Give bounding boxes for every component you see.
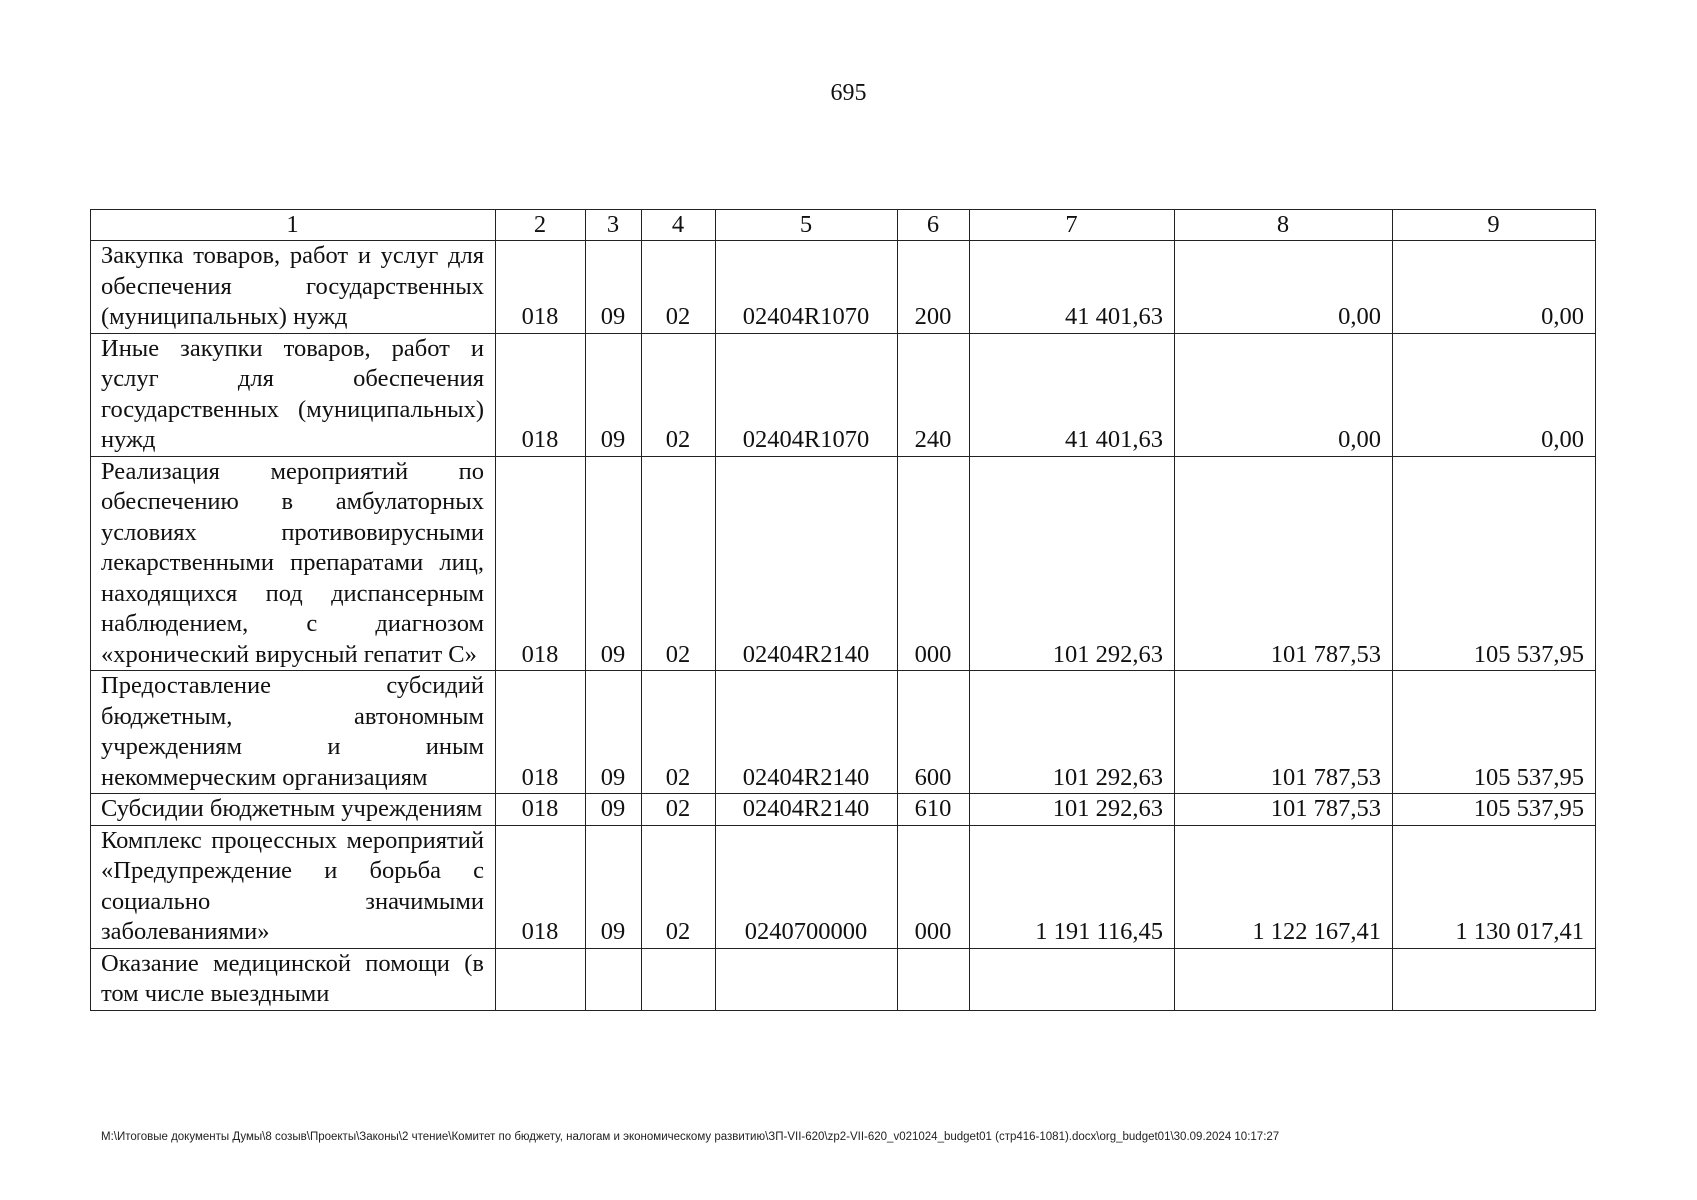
table-row bbox=[91, 794, 1596, 826]
target-article-cell: 0240700000 bbox=[716, 825, 898, 948]
amount-col9-cell: 105 537,95 bbox=[1393, 794, 1596, 826]
row-name-cell: Реализация мероприятий по обеспечению в амбулаторных условиях противовирусными лекарственными препаратами лиц, находящихся под диспансерным наблюдением, с диагнозом «хронический вирусный гепатит С» bbox=[91, 456, 496, 671]
target-article-cell: 02404R2140 bbox=[716, 794, 898, 826]
target-article-cell: 02404R2140 bbox=[716, 671, 898, 794]
table-row bbox=[91, 456, 1596, 671]
column-header: 8 bbox=[1175, 210, 1393, 241]
expense-type-cell: 240 bbox=[898, 333, 970, 456]
subsection-cell: 02 bbox=[642, 241, 716, 334]
subsection-cell: 02 bbox=[642, 794, 716, 826]
row-name-cell: Иные закупки товаров, работ и услуг для обеспечения государственных (муниципальных) нужд bbox=[91, 333, 496, 456]
budget-table bbox=[90, 209, 1596, 1011]
subsection-cell: 02 bbox=[642, 671, 716, 794]
amount-col8-cell bbox=[1175, 948, 1393, 1010]
target-article-cell: 02404R1070 bbox=[716, 333, 898, 456]
ministry-code-cell: 018 bbox=[496, 241, 586, 334]
amount-col9-cell: 0,00 bbox=[1393, 333, 1596, 456]
target-article-cell: 02404R1070 bbox=[716, 241, 898, 334]
amount-col7-cell: 1 191 116,45 bbox=[970, 825, 1175, 948]
amount-col9-cell: 105 537,95 bbox=[1393, 671, 1596, 794]
amount-col8-cell: 0,00 bbox=[1175, 241, 1393, 334]
subsection-cell: 02 bbox=[642, 456, 716, 671]
ministry-code-cell: 018 bbox=[496, 825, 586, 948]
amount-col9-cell: 1 130 017,41 bbox=[1393, 825, 1596, 948]
amount-col7-cell: 101 292,63 bbox=[970, 794, 1175, 826]
row-name-cell: Оказание медицинской помощи (в том числе выездными bbox=[91, 948, 496, 1010]
expense-type-cell: 600 bbox=[898, 671, 970, 794]
expense-type-cell: 000 bbox=[898, 825, 970, 948]
column-header: 6 bbox=[898, 210, 970, 241]
row-name-cell: Комплекс процессных мероприятий «Предупреждение и борьба с социально значимыми заболеваниями» bbox=[91, 825, 496, 948]
table-row bbox=[91, 333, 1596, 456]
amount-col8-cell: 1 122 167,41 bbox=[1175, 825, 1393, 948]
section-cell: 09 bbox=[586, 671, 642, 794]
amount-col9-cell bbox=[1393, 948, 1596, 1010]
table-row bbox=[91, 671, 1596, 794]
section-cell: 09 bbox=[586, 456, 642, 671]
amount-col9-cell: 105 537,95 bbox=[1393, 456, 1596, 671]
row-name-cell: Субсидии бюджетным учреждениям bbox=[91, 794, 496, 826]
section-cell: 09 bbox=[586, 241, 642, 334]
amount-col8-cell: 0,00 bbox=[1175, 333, 1393, 456]
section-cell: 09 bbox=[586, 825, 642, 948]
subsection-cell bbox=[642, 948, 716, 1010]
section-cell bbox=[586, 948, 642, 1010]
column-header: 5 bbox=[716, 210, 898, 241]
row-name-cell: Предоставление субсидий бюджетным, автономным учреждениям и иным некоммерческим организациям bbox=[91, 671, 496, 794]
ministry-code-cell: 018 bbox=[496, 671, 586, 794]
row-name-cell: Закупка товаров, работ и услуг для обеспечения государственных (муниципальных) нужд bbox=[91, 241, 496, 334]
expense-type-cell bbox=[898, 948, 970, 1010]
ministry-code-cell: 018 bbox=[496, 333, 586, 456]
amount-col7-cell: 101 292,63 bbox=[970, 456, 1175, 671]
amount-col7-cell bbox=[970, 948, 1175, 1010]
expense-type-cell: 200 bbox=[898, 241, 970, 334]
amount-col8-cell: 101 787,53 bbox=[1175, 794, 1393, 826]
subsection-cell: 02 bbox=[642, 825, 716, 948]
section-cell: 09 bbox=[586, 794, 642, 826]
amount-col9-cell: 0,00 bbox=[1393, 241, 1596, 334]
expense-type-cell: 610 bbox=[898, 794, 970, 826]
column-header: 1 bbox=[91, 210, 496, 241]
amount-col8-cell: 101 787,53 bbox=[1175, 456, 1393, 671]
table-header-row bbox=[91, 210, 1596, 241]
page-number: 695 bbox=[830, 80, 867, 106]
section-cell: 09 bbox=[586, 333, 642, 456]
column-header: 2 bbox=[496, 210, 586, 241]
expense-type-cell: 000 bbox=[898, 456, 970, 671]
table-row bbox=[91, 825, 1596, 948]
table-row bbox=[91, 948, 1596, 1010]
amount-col7-cell: 41 401,63 bbox=[970, 241, 1175, 334]
ministry-code-cell: 018 bbox=[496, 794, 586, 826]
subsection-cell: 02 bbox=[642, 333, 716, 456]
amount-col7-cell: 101 292,63 bbox=[970, 671, 1175, 794]
column-header: 9 bbox=[1393, 210, 1596, 241]
table-row bbox=[91, 241, 1596, 334]
document-file-path: M:\Итоговые документы Думы\8 созыв\Проекты\Законы\2 чтение\Комитет по бюджету, налогам и экономическому развитию\ЗП-VII-620\zp2-VII-620_v021024_budget01 (стр416-1081).docx\org_budget01\30.09.2024 10:17:27 bbox=[101, 1131, 1280, 1143]
column-header: 4 bbox=[642, 210, 716, 241]
amount-col7-cell: 41 401,63 bbox=[970, 333, 1175, 456]
ministry-code-cell: 018 bbox=[496, 456, 586, 671]
amount-col8-cell: 101 787,53 bbox=[1175, 671, 1393, 794]
target-article-cell bbox=[716, 948, 898, 1010]
target-article-cell: 02404R2140 bbox=[716, 456, 898, 671]
column-header: 3 bbox=[586, 210, 642, 241]
ministry-code-cell bbox=[496, 948, 586, 1010]
column-header: 7 bbox=[970, 210, 1175, 241]
